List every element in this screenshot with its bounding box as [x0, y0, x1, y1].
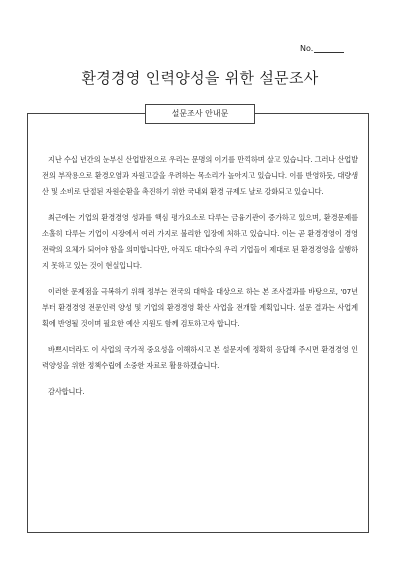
- notice-header: 설문조사 안내문: [145, 104, 255, 124]
- document-number-blank: [314, 52, 344, 53]
- paragraph-background: 최근에는 기업의 환경경영 성과를 핵심 평가요소로 다루는 금융기관이 증가하고 있으며, 환경문제를 소홀히 다루는 기업이 시장에서 여러 가지로 불리한 입장에 처하고 있습니다. 이는 곧 환경경영이 경영전략의 요체가 되어야 함을 의미합니다만, 아직도 대다수의 우리 기업들이 제대로 된 환경경영을 실행하지 못하고 있는 것이 현실입니다.: [42, 213, 358, 270]
- paragraph-plan: 이러한 문제점을 극복하기 위해 정부는 전국의 대학을 대상으로 하는 본 조사결과를 바탕으로, '07년부터 환경경영 전문인력 양성 및 기업의 환경경영 확산 사업을 전개할 계획입니다. 설문 결과는 사업계획에 반영될 것이며 필요한 예산 지원도 함께 검토하고자 합니다.: [42, 287, 358, 328]
- document-number-label: No.: [300, 44, 314, 53]
- closing-text: 감사합니다.: [48, 387, 85, 396]
- paragraph-intro: 지난 수십 년간의 눈부신 산업발전으로 우리는 문명의 이기를 만끽하며 살고 있습니다. 그러나 산업발전의 부작용으로 환경오염과 자원고갈을 우려하는 목소리가 높아지고 있습니다. 이를 반영하듯, 대량생산 및 소비로 단절된 자원순환을 촉진하기 위한 국내외 환경 규제도 날로 강화되고 있습니다.: [42, 155, 358, 196]
- paragraph-request: 바쁘시더라도 이 사업의 국가적 중요성을 이해하시고 본 설문지에 정확히 응답해 주시면 환경경영 인력양성을 위한 정책수립에 소중한 자료로 활용하겠습니다.: [42, 345, 358, 370]
- notice-body: [42, 152, 358, 410]
- page-title: 환경경영 인력양성을 위한 설문조사: [81, 69, 319, 87]
- document-number: [300, 44, 344, 53]
